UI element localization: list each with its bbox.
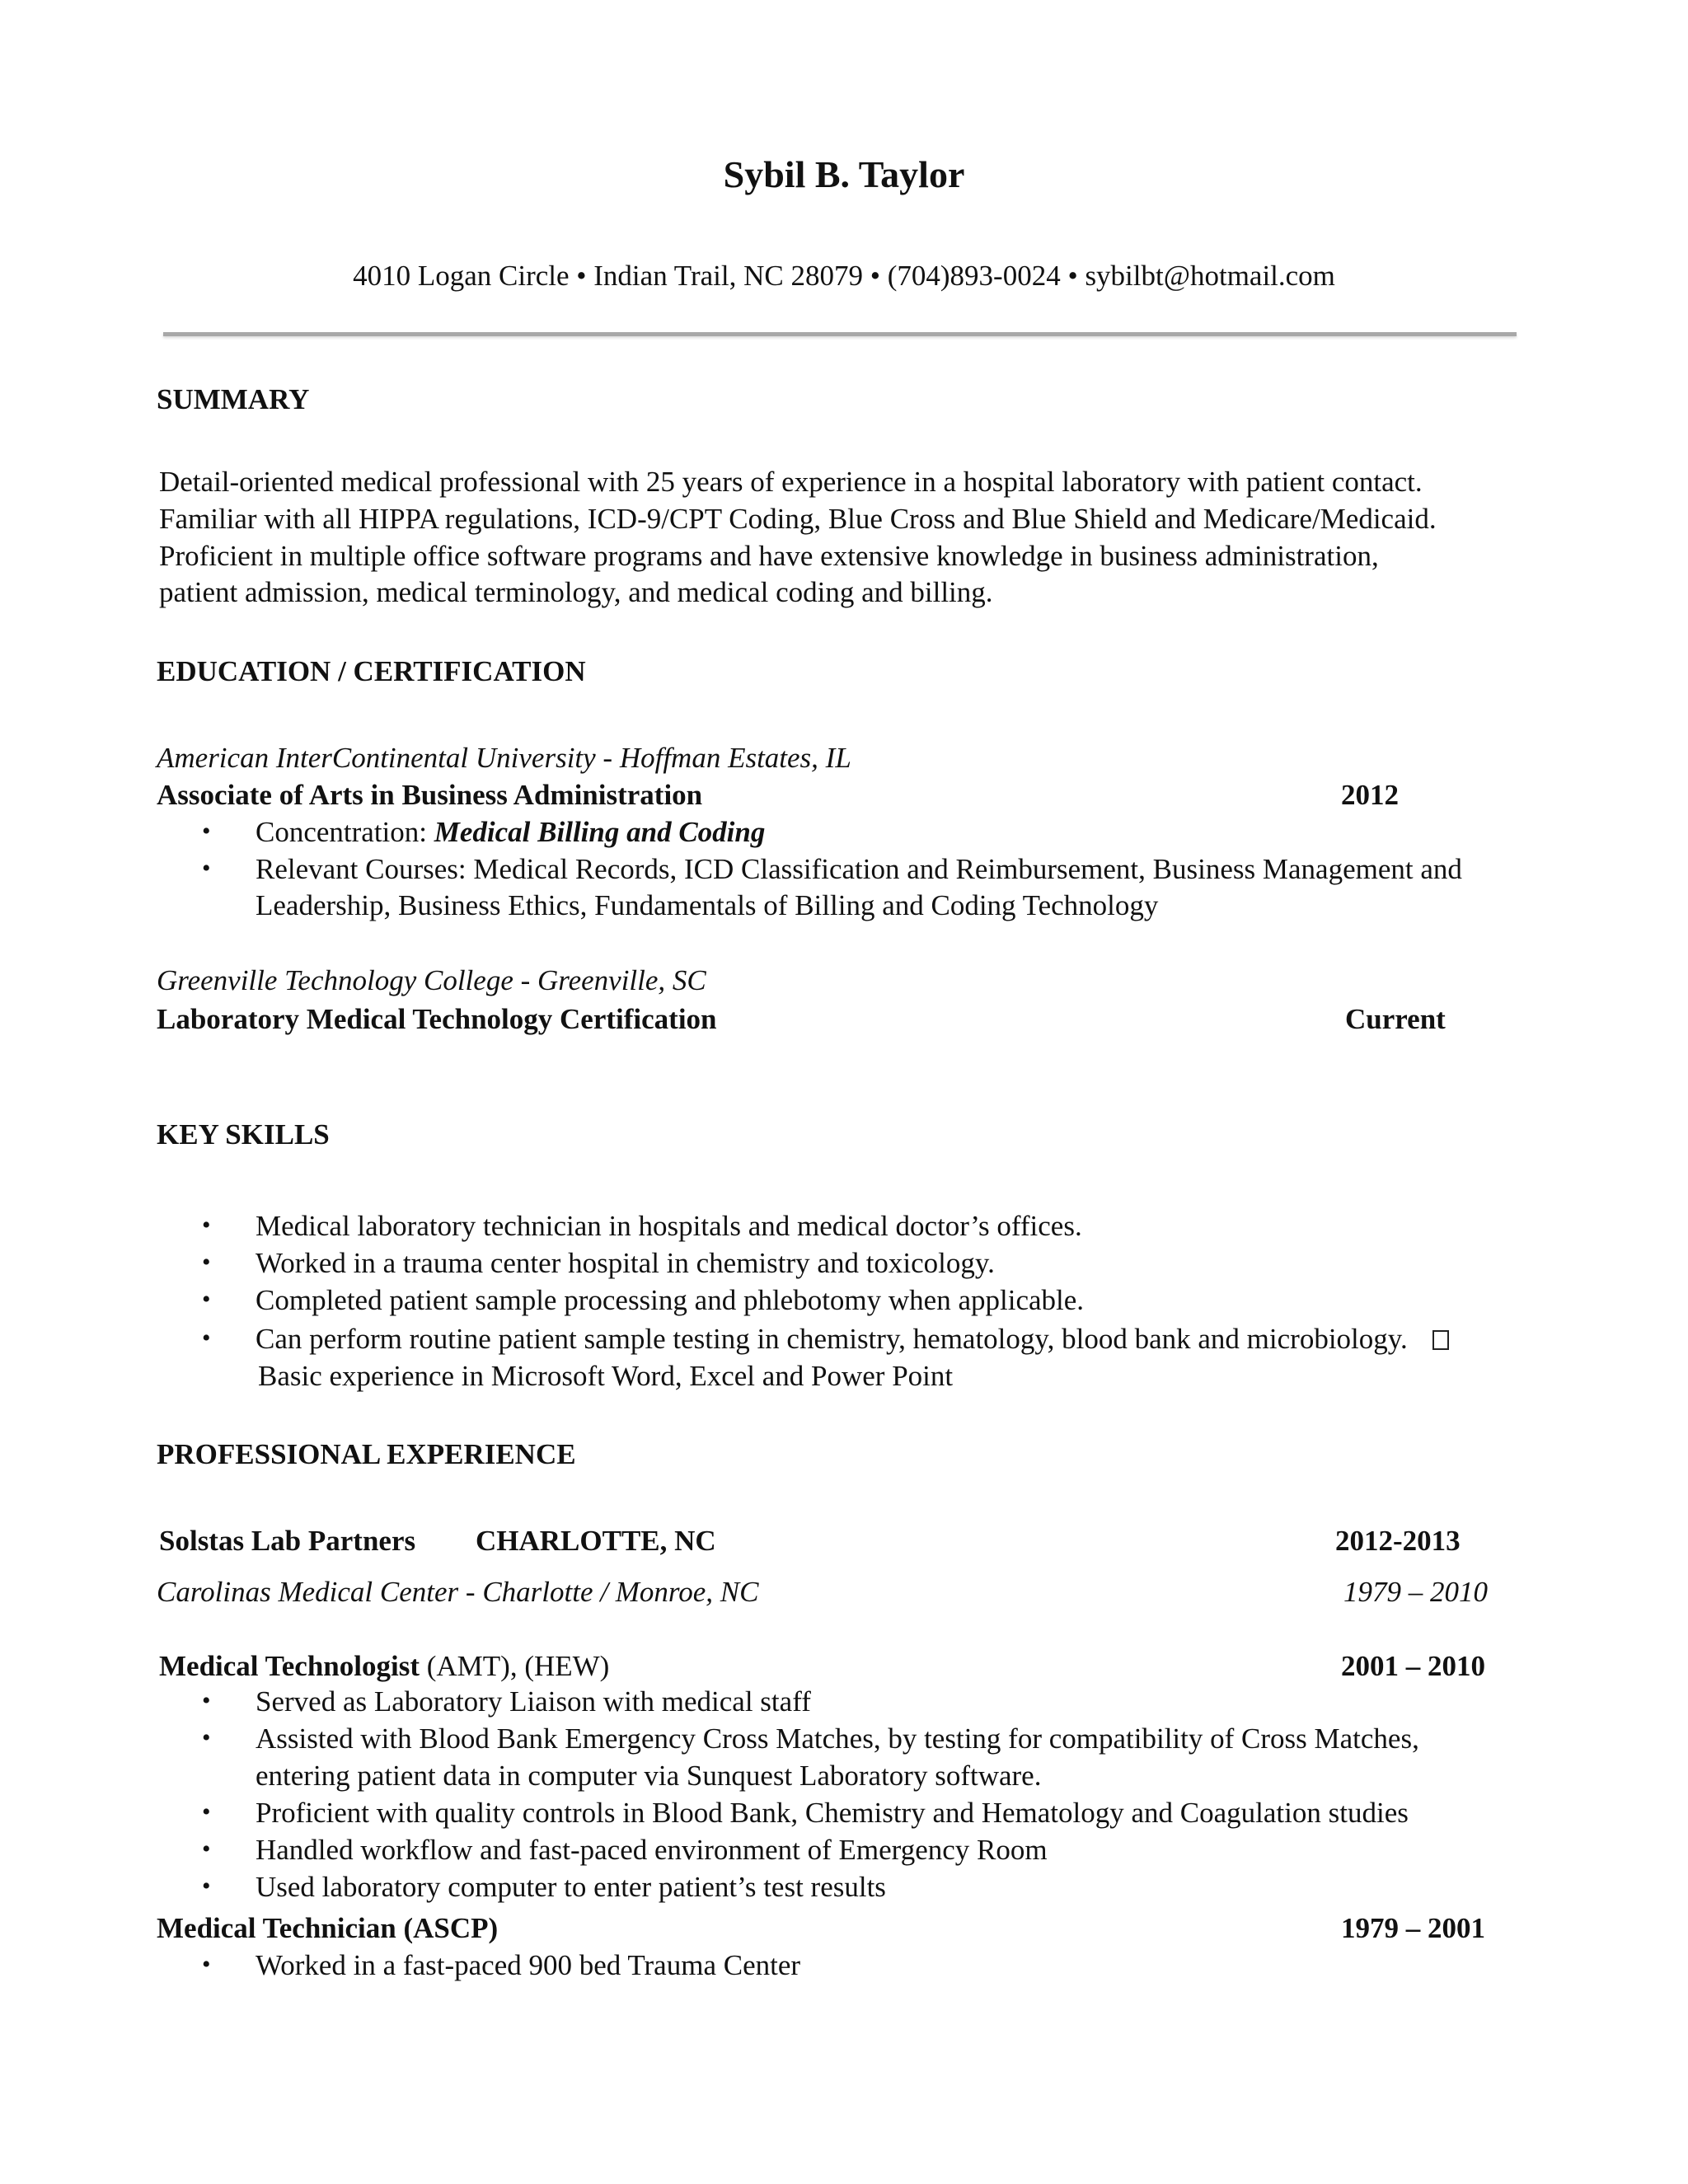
role-bullet: Served as Laboratory Liaison with medical staff <box>256 1685 811 1718</box>
role-technologist-credentials: (AMT), (HEW) <box>420 1650 610 1682</box>
bullet-icon: • <box>202 855 211 882</box>
skill-item: Medical laboratory technician in hospitals and medical doctor’s offices. <box>256 1210 1082 1242</box>
school-gtc: Greenville Technology College - Greenville, SC <box>157 964 706 996</box>
bullet-icon: • <box>202 1872 211 1900</box>
concentration-line <box>256 816 765 849</box>
resume-name: Sybil B. Taylor <box>723 153 965 195</box>
bullet-icon: • <box>202 1687 211 1714</box>
bullet-icon: • <box>202 1724 211 1751</box>
skill-item <box>256 1323 1449 1356</box>
summary-line-4: patient admission, medical terminology, and medical coding and billing. <box>159 576 993 608</box>
degree-associate-year: 2012 <box>1341 779 1399 811</box>
degree-certification-year: Current <box>1345 1003 1446 1035</box>
summary-line-1: Detail-oriented medical professional with 25 years of experience in a hospital laboratory with patient contact. <box>159 466 1423 498</box>
skills-heading: KEY SKILLS <box>157 1118 330 1151</box>
bullet-icon: • <box>202 1324 211 1352</box>
bullet-icon: • <box>202 1798 211 1825</box>
employer-cmc: Carolinas Medical Center - Charlotte / Monroe, NC <box>157 1576 759 1608</box>
summary-line-3: Proficient in multiple office software programs and have extensive knowledge in business administration, <box>159 540 1379 572</box>
degree-associate: Associate of Arts in Business Administration <box>157 779 703 811</box>
role-bullet: Worked in a fast-paced 900 bed Trauma Center <box>256 1949 801 1981</box>
concentration-label: Concentration: <box>256 816 434 848</box>
concentration-value: Medical Billing and Coding <box>434 816 766 848</box>
employer-solstas-years: 2012-2013 <box>1335 1525 1461 1557</box>
courses-line-2: Leadership, Business Ethics, Fundamentals of Billing and Coding Technology <box>256 889 1159 921</box>
role-technician-years: 1979 – 2001 <box>1341 1912 1485 1944</box>
role-bullet-continuation: entering patient data in computer via Sunquest Laboratory software. <box>256 1760 1042 1792</box>
summary-heading: SUMMARY <box>157 383 310 415</box>
role-technologist-title: Medical Technologist <box>159 1650 420 1682</box>
skill-item-text: Can perform routine patient sample testing in chemistry, hematology, blood bank and microbiology. <box>256 1323 1408 1355</box>
employer-cmc-years: 1979 – 2010 <box>1343 1576 1488 1608</box>
skill-item: Worked in a trauma center hospital in chemistry and toxicology. <box>256 1247 995 1279</box>
education-heading: EDUCATION / CERTIFICATION <box>157 655 586 687</box>
role-bullet: Handled workflow and fast-paced environment of Emergency Room <box>256 1834 1048 1866</box>
role-bullet: Assisted with Blood Bank Emergency Cross Matches, by testing for compatibility of Cross Matches, <box>256 1722 1419 1755</box>
role-bullet: Used laboratory computer to enter patient’s test results <box>256 1871 886 1903</box>
contact-line: 4010 Logan Circle • Indian Trail, NC 28079 • (704)893-0024 • sybilbt@hotmail.com <box>353 260 1335 292</box>
checkbox-glyph-icon <box>1432 1330 1449 1350</box>
bullet-icon: • <box>202 1835 211 1863</box>
employer-solstas-location: CHARLOTTE, NC <box>476 1525 716 1557</box>
role-bullet: Proficient with quality controls in Blood Bank, Chemistry and Hematology and Coagulation studies <box>256 1797 1409 1829</box>
bullet-icon: • <box>202 1951 211 1978</box>
summary-line-2: Familiar with all HIPPA regulations, ICD-9/CPT Coding, Blue Cross and Blue Shield and Medicare/Medicaid. <box>159 503 1437 535</box>
bullet-icon: • <box>202 1286 211 1313</box>
skill-extra: Basic experience in Microsoft Word, Excel and Power Point <box>258 1360 954 1392</box>
role-technologist-years: 2001 – 2010 <box>1341 1650 1485 1682</box>
bullet-icon: • <box>202 818 211 845</box>
experience-heading: PROFESSIONAL EXPERIENCE <box>157 1438 576 1470</box>
bullet-icon: • <box>202 1249 211 1276</box>
bullet-icon: • <box>202 1212 211 1239</box>
role-technologist <box>159 1650 609 1683</box>
degree-certification: Laboratory Medical Technology Certification <box>157 1003 717 1035</box>
header-divider <box>163 332 1517 336</box>
school-aiu: American InterContinental University - Hoffman Estates, IL <box>157 742 851 774</box>
courses-line-1: Relevant Courses: Medical Records, ICD Classification and Reimbursement, Business Management and <box>256 853 1462 885</box>
skill-item: Completed patient sample processing and phlebotomy when applicable. <box>256 1284 1085 1316</box>
employer-solstas: Solstas Lab Partners <box>159 1525 416 1557</box>
role-technician-title: Medical Technician (ASCP) <box>157 1912 499 1944</box>
